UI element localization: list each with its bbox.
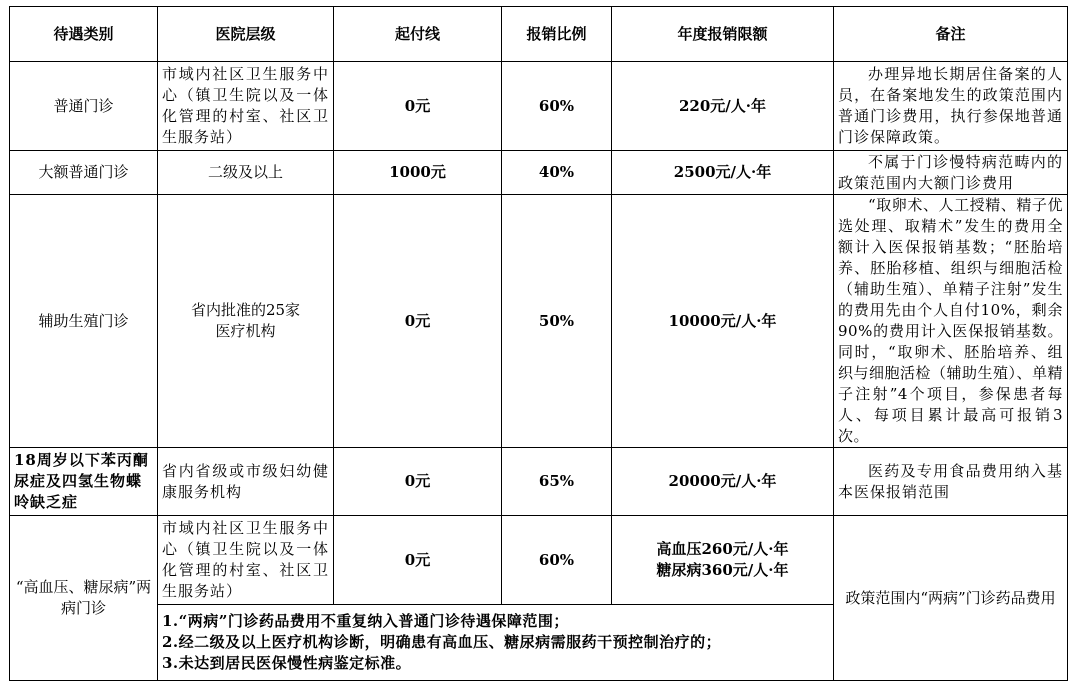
row-category: 大额普通门诊 <box>10 151 158 195</box>
table-row <box>10 151 1068 195</box>
row-deductible: 0元 <box>334 195 502 448</box>
condition-item: 3.未达到居民医保慢性病鉴定标准。 <box>162 654 412 672</box>
row-remarks: 政策范围内“两病”门诊药品费用 <box>834 516 1068 681</box>
table-row <box>10 62 1068 151</box>
row-deductible: 0元 <box>334 62 502 151</box>
header-deductible: 起付线 <box>334 7 502 62</box>
row-ratio: 60% <box>502 516 612 605</box>
row-annual-limit: 10000元/人·年 <box>612 195 834 448</box>
condition-item: 1.“两病”门诊药品费用不重复纳入普通门诊待遇保障范围； <box>162 612 569 630</box>
row-deductible: 0元 <box>334 448 502 516</box>
row-ratio: 40% <box>502 151 612 195</box>
row-category: 18周岁以下苯丙酮尿症及四氢生物蝶呤缺乏症 <box>10 448 158 516</box>
row-remarks: 不属于门诊慢特病范畴内的政策范围内大额门诊费用 <box>834 151 1068 195</box>
header-ratio: 报销比例 <box>502 7 612 62</box>
row-deductible: 1000元 <box>334 151 502 195</box>
row-hospital-level: 市域内社区卫生服务中心（镇卫生院以及一体化管理的村室、社区卫生服务站） <box>158 516 334 605</box>
row-ratio: 60% <box>502 62 612 151</box>
row-ratio: 65% <box>502 448 612 516</box>
conditions-cell <box>158 605 834 681</box>
row-hospital-level: 市域内社区卫生服务中心（镇卫生院以及一体化管理的村室、社区卫生服务站） <box>158 62 334 151</box>
header-row <box>10 7 1068 62</box>
limit-diabetes: 糖尿病360元/人·年 <box>656 561 789 579</box>
row-ratio: 50% <box>502 195 612 448</box>
row-category: 普通门诊 <box>10 62 158 151</box>
row-annual-limit: 220元/人·年 <box>612 62 834 151</box>
header-hospital-level: 医院层级 <box>158 7 334 62</box>
table-row <box>10 516 1068 605</box>
table-row <box>10 195 1068 448</box>
row-annual-limit: 20000元/人·年 <box>612 448 834 516</box>
row-hospital-level: 省内批准的25家医疗机构 <box>158 195 334 448</box>
row-deductible: 0元 <box>334 516 502 605</box>
row-remarks: 办理异地长期居住备案的人员，在备案地发生的政策范围内普通门诊费用，执行参保地普通门诊保障政策。 <box>834 62 1068 151</box>
row-hospital-level: 省内省级或市级妇幼健康服务机构 <box>158 448 334 516</box>
header-remarks: 备注 <box>834 7 1068 62</box>
row-remarks: 医药及专用食品费用纳入基本医保报销范围 <box>834 448 1068 516</box>
header-category: 待遇类别 <box>10 7 158 62</box>
header-annual-limit: 年度报销限额 <box>612 7 834 62</box>
condition-item: 2.经二级及以上医疗机构诊断，明确患有高血压、糖尿病需服药干预控制治疗的； <box>162 633 722 651</box>
row-annual-limit: 2500元/人·年 <box>612 151 834 195</box>
limit-hypertension: 高血压260元/人·年 <box>656 540 789 558</box>
row-remarks: “取卵术、人工授精、精子优选处理、取精术”发生的费用全额计入医保报销基数；“胚胎培养、胚胎移植、组织与细胞活检（辅助生殖）、单精子注射”发生的费用先由个人自付10%，剩余90%的费用计入医保报销基数。同时，“取卵术、胚胎培养、组织与细胞活检（辅助生殖）、单精子注射”4个项目，参保患者每人、每项目累计最高可报销3次。 <box>834 195 1068 448</box>
row-hospital-level: 二级及以上 <box>158 151 334 195</box>
table-row <box>10 448 1068 516</box>
row-category: 辅助生殖门诊 <box>10 195 158 448</box>
row-category: “高血压、糖尿病”两病门诊 <box>10 516 158 681</box>
reimbursement-table <box>9 6 1068 681</box>
row-annual-limit <box>612 516 834 605</box>
